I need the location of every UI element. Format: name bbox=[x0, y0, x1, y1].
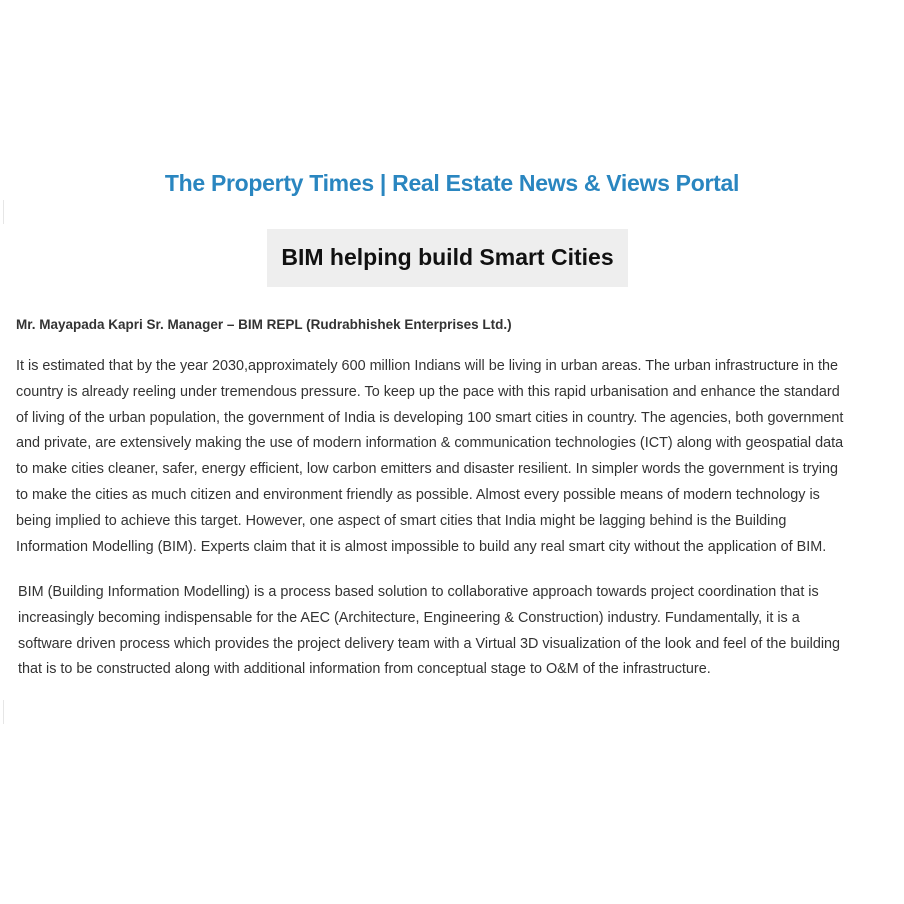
article-paragraph bbox=[16, 354, 843, 560]
left-edge-mark bbox=[3, 200, 4, 224]
paragraph-line: of living of the urban population, the government of India is developing 100 smart cities in country. The agencies, both government bbox=[16, 409, 844, 426]
headline-box bbox=[267, 229, 628, 287]
article-byline: Mr. Mayapada Kapri Sr. Manager – BIM REPL (Rudrabhishek Enterprises Ltd.) bbox=[16, 317, 512, 332]
paragraph-line: being implied to achieve this target. However, one aspect of smart cities that India might be lagging behind is the Building bbox=[16, 512, 787, 529]
paragraph-line: and private, are extensively making the use of modern information & communication technologies (ICT) along with geospatial data bbox=[16, 435, 844, 452]
paragraph-line: increasingly becoming indispensable for the AEC (Architecture, Engineering & Construction) industry. Fundamentally, it is a bbox=[18, 609, 800, 626]
article-headline: BIM helping build Smart Cities bbox=[281, 244, 614, 270]
article-paragraph bbox=[18, 580, 840, 683]
site-title[interactable]: The Property Times | Real Estate News & Views Portal bbox=[164, 170, 740, 196]
paragraph-line: Information Modelling (BIM). Experts claim that it is almost impossible to build any real smart city without the application of BIM. bbox=[16, 538, 827, 555]
left-edge-mark bbox=[3, 700, 4, 724]
paragraph-line: It is estimated that by the year 2030,approximately 600 million Indians will be living in urban areas. The urban infrastructure in the bbox=[16, 358, 839, 374]
paragraph-line: BIM (Building Information Modelling) is a process based solution to collaborative approach towards project coordination that is bbox=[18, 584, 819, 600]
paragraph-line: software driven process which provides the project delivery team with a Virtual 3D visualization of the look and feel of the building bbox=[18, 635, 841, 652]
paragraph-line: that is to be constructed along with additional information from conceptual stage to O&M of the infrastructure. bbox=[18, 661, 711, 678]
paragraph-line: to make cities cleaner, safer, energy efficient, low carbon emitters and disaster resilient. In simpler words the government is trying bbox=[16, 461, 838, 478]
paragraph-line: country is already reeling under tremendous pressure. To keep up the pace with this rapid urbanisation and enhance the standard bbox=[16, 383, 840, 400]
paragraph-line: to make the cities as much citizen and environment friendly as possible. Almost every possible means of modern technology is bbox=[16, 486, 820, 503]
